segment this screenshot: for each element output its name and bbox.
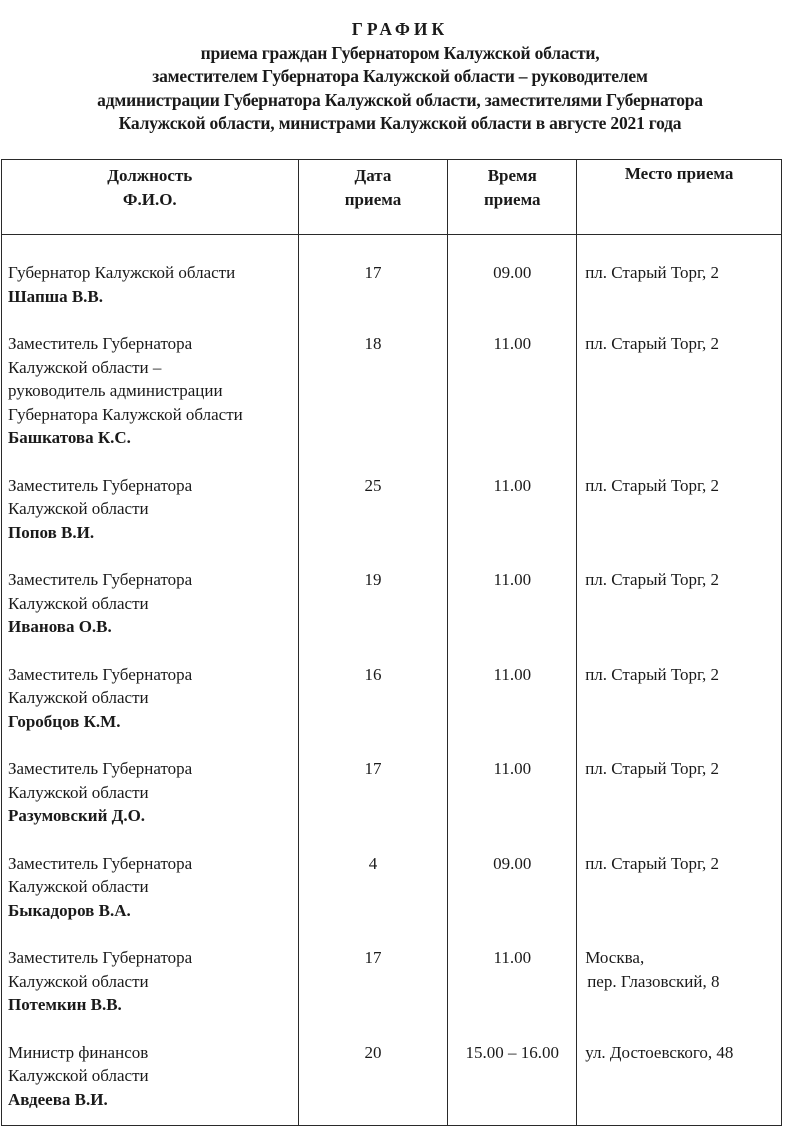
place-text: пл. Старый Торг, 2 <box>585 263 719 282</box>
time-cell: 11.00 <box>448 464 577 559</box>
title-line: Калужской области, министрами Калужской области в августе 2021 года <box>118 113 682 133</box>
position-cell <box>2 842 299 937</box>
header-date <box>298 160 448 235</box>
position-text: Заместитель Губернатора <box>8 475 193 495</box>
date-cell: 17 <box>298 747 448 842</box>
title-heading: ГРАФИК <box>351 19 449 39</box>
place-cell <box>577 322 782 464</box>
position-text: Губернатор Калужской области <box>8 263 236 282</box>
header-time <box>448 160 577 235</box>
position-cell <box>2 464 299 559</box>
title-line: приема граждан Губернатором Калужской области, <box>200 42 600 63</box>
position-text: Калужской области <box>8 1066 149 1085</box>
header-text: Ф.И.О. <box>122 189 177 209</box>
header-text: приема <box>483 189 541 209</box>
table-row <box>2 1031 782 1126</box>
date-cell: 4 <box>298 842 448 937</box>
position-text: Калужской области <box>8 593 149 613</box>
time-cell: 09.00 <box>448 235 577 323</box>
time-cell: 11.00 <box>448 322 577 464</box>
place-cell <box>577 558 782 653</box>
position-cell <box>2 1031 299 1126</box>
position-text: Заместитель Губернатора <box>8 334 193 353</box>
position-text: Калужской области <box>8 971 149 991</box>
person-name: Потемкин В.В. <box>8 995 122 1014</box>
place-text: пл. Старый Торг, 2 <box>585 475 719 495</box>
table-body <box>2 235 782 1126</box>
date-cell: 16 <box>298 653 448 748</box>
position-text: Калужской области <box>8 877 149 896</box>
position-cell <box>2 747 299 842</box>
position-cell <box>2 558 299 653</box>
position-text: Министр финансов <box>8 1042 149 1062</box>
position-cell <box>2 653 299 748</box>
schedule-table <box>1 159 782 1126</box>
place-text: пл. Старый Торг, 2 <box>585 664 719 684</box>
place-cell <box>577 653 782 748</box>
table-row <box>2 747 782 842</box>
time-cell: 09.00 <box>448 842 577 937</box>
time-cell: 11.00 <box>448 653 577 748</box>
position-text: Заместитель Губернатора <box>8 759 193 778</box>
place-text: пл. Старый Торг, 2 <box>585 759 719 778</box>
place-cell <box>577 464 782 559</box>
person-name: Башкатова К.С. <box>8 428 131 447</box>
time-cell: 11.00 <box>448 747 577 842</box>
place-cell <box>577 1031 782 1126</box>
person-name: Разумовский Д.О. <box>8 806 146 825</box>
person-name: Попов В.И. <box>8 522 95 542</box>
position-text: Заместитель Губернатора <box>8 570 193 589</box>
place-cell <box>577 936 782 1031</box>
place-cell <box>577 747 782 842</box>
place-text: пл. Старый Торг, 2 <box>585 570 719 589</box>
position-cell <box>2 235 299 323</box>
title-line: администрации Губернатора Калужской области, заместителями Губернатора <box>97 89 703 110</box>
position-text: Заместитель Губернатора <box>8 948 193 967</box>
person-name: Горобцов К.М. <box>8 711 121 731</box>
document-title <box>0 18 800 136</box>
person-name: Иванова О.В. <box>8 617 112 636</box>
date-cell: 18 <box>298 322 448 464</box>
date-cell: 20 <box>298 1031 448 1126</box>
table-row <box>2 464 782 559</box>
position-text: Заместитель Губернатора <box>8 853 193 873</box>
time-cell: 11.00 <box>448 558 577 653</box>
place-text: пл. Старый Торг, 2 <box>585 334 719 353</box>
position-text: Заместитель Губернатора <box>8 664 193 684</box>
table-row <box>2 653 782 748</box>
place-text: ул. Достоевского, 48 <box>585 1042 734 1062</box>
time-cell: 11.00 <box>448 936 577 1031</box>
header-text: приема <box>344 189 402 209</box>
person-name: Шапша В.В. <box>8 286 104 306</box>
table-row <box>2 842 782 937</box>
position-text: Калужской области <box>8 782 149 802</box>
header-text: Дата <box>354 166 392 185</box>
place-text: Москва, <box>585 948 645 967</box>
position-text: Калужской области – <box>8 357 162 377</box>
table-row <box>2 558 782 653</box>
position-text: руководитель администрации <box>8 381 223 400</box>
header-place <box>577 160 782 235</box>
place-text: пл. Старый Торг, 2 <box>585 853 719 873</box>
person-name: Авдеева В.И. <box>8 1089 108 1109</box>
position-text: Калужской области <box>8 499 149 518</box>
position-cell <box>2 936 299 1031</box>
header-text: Должность <box>107 166 193 185</box>
place-text: пер. Глазовский, 8 <box>587 971 720 991</box>
table-row <box>2 936 782 1031</box>
time-cell: 15.00 – 16.00 <box>448 1031 577 1126</box>
date-cell: 19 <box>298 558 448 653</box>
date-cell: 17 <box>298 235 448 323</box>
date-cell: 25 <box>298 464 448 559</box>
header-position <box>2 160 299 235</box>
table-header-row <box>2 160 782 235</box>
person-name: Быкадоров В.А. <box>8 900 131 920</box>
title-line: заместителем Губернатора Калужской области – руководителем <box>152 66 648 86</box>
date-cell: 17 <box>298 936 448 1031</box>
header-text: Время <box>487 166 537 185</box>
table-row <box>2 322 782 464</box>
position-text: Калужской области <box>8 688 149 707</box>
place-cell <box>577 842 782 937</box>
place-cell <box>577 235 782 323</box>
header-text: Место приема <box>624 164 734 183</box>
table-row <box>2 235 782 323</box>
position-cell <box>2 322 299 464</box>
position-text: Губернатора Калужской области <box>8 404 243 424</box>
